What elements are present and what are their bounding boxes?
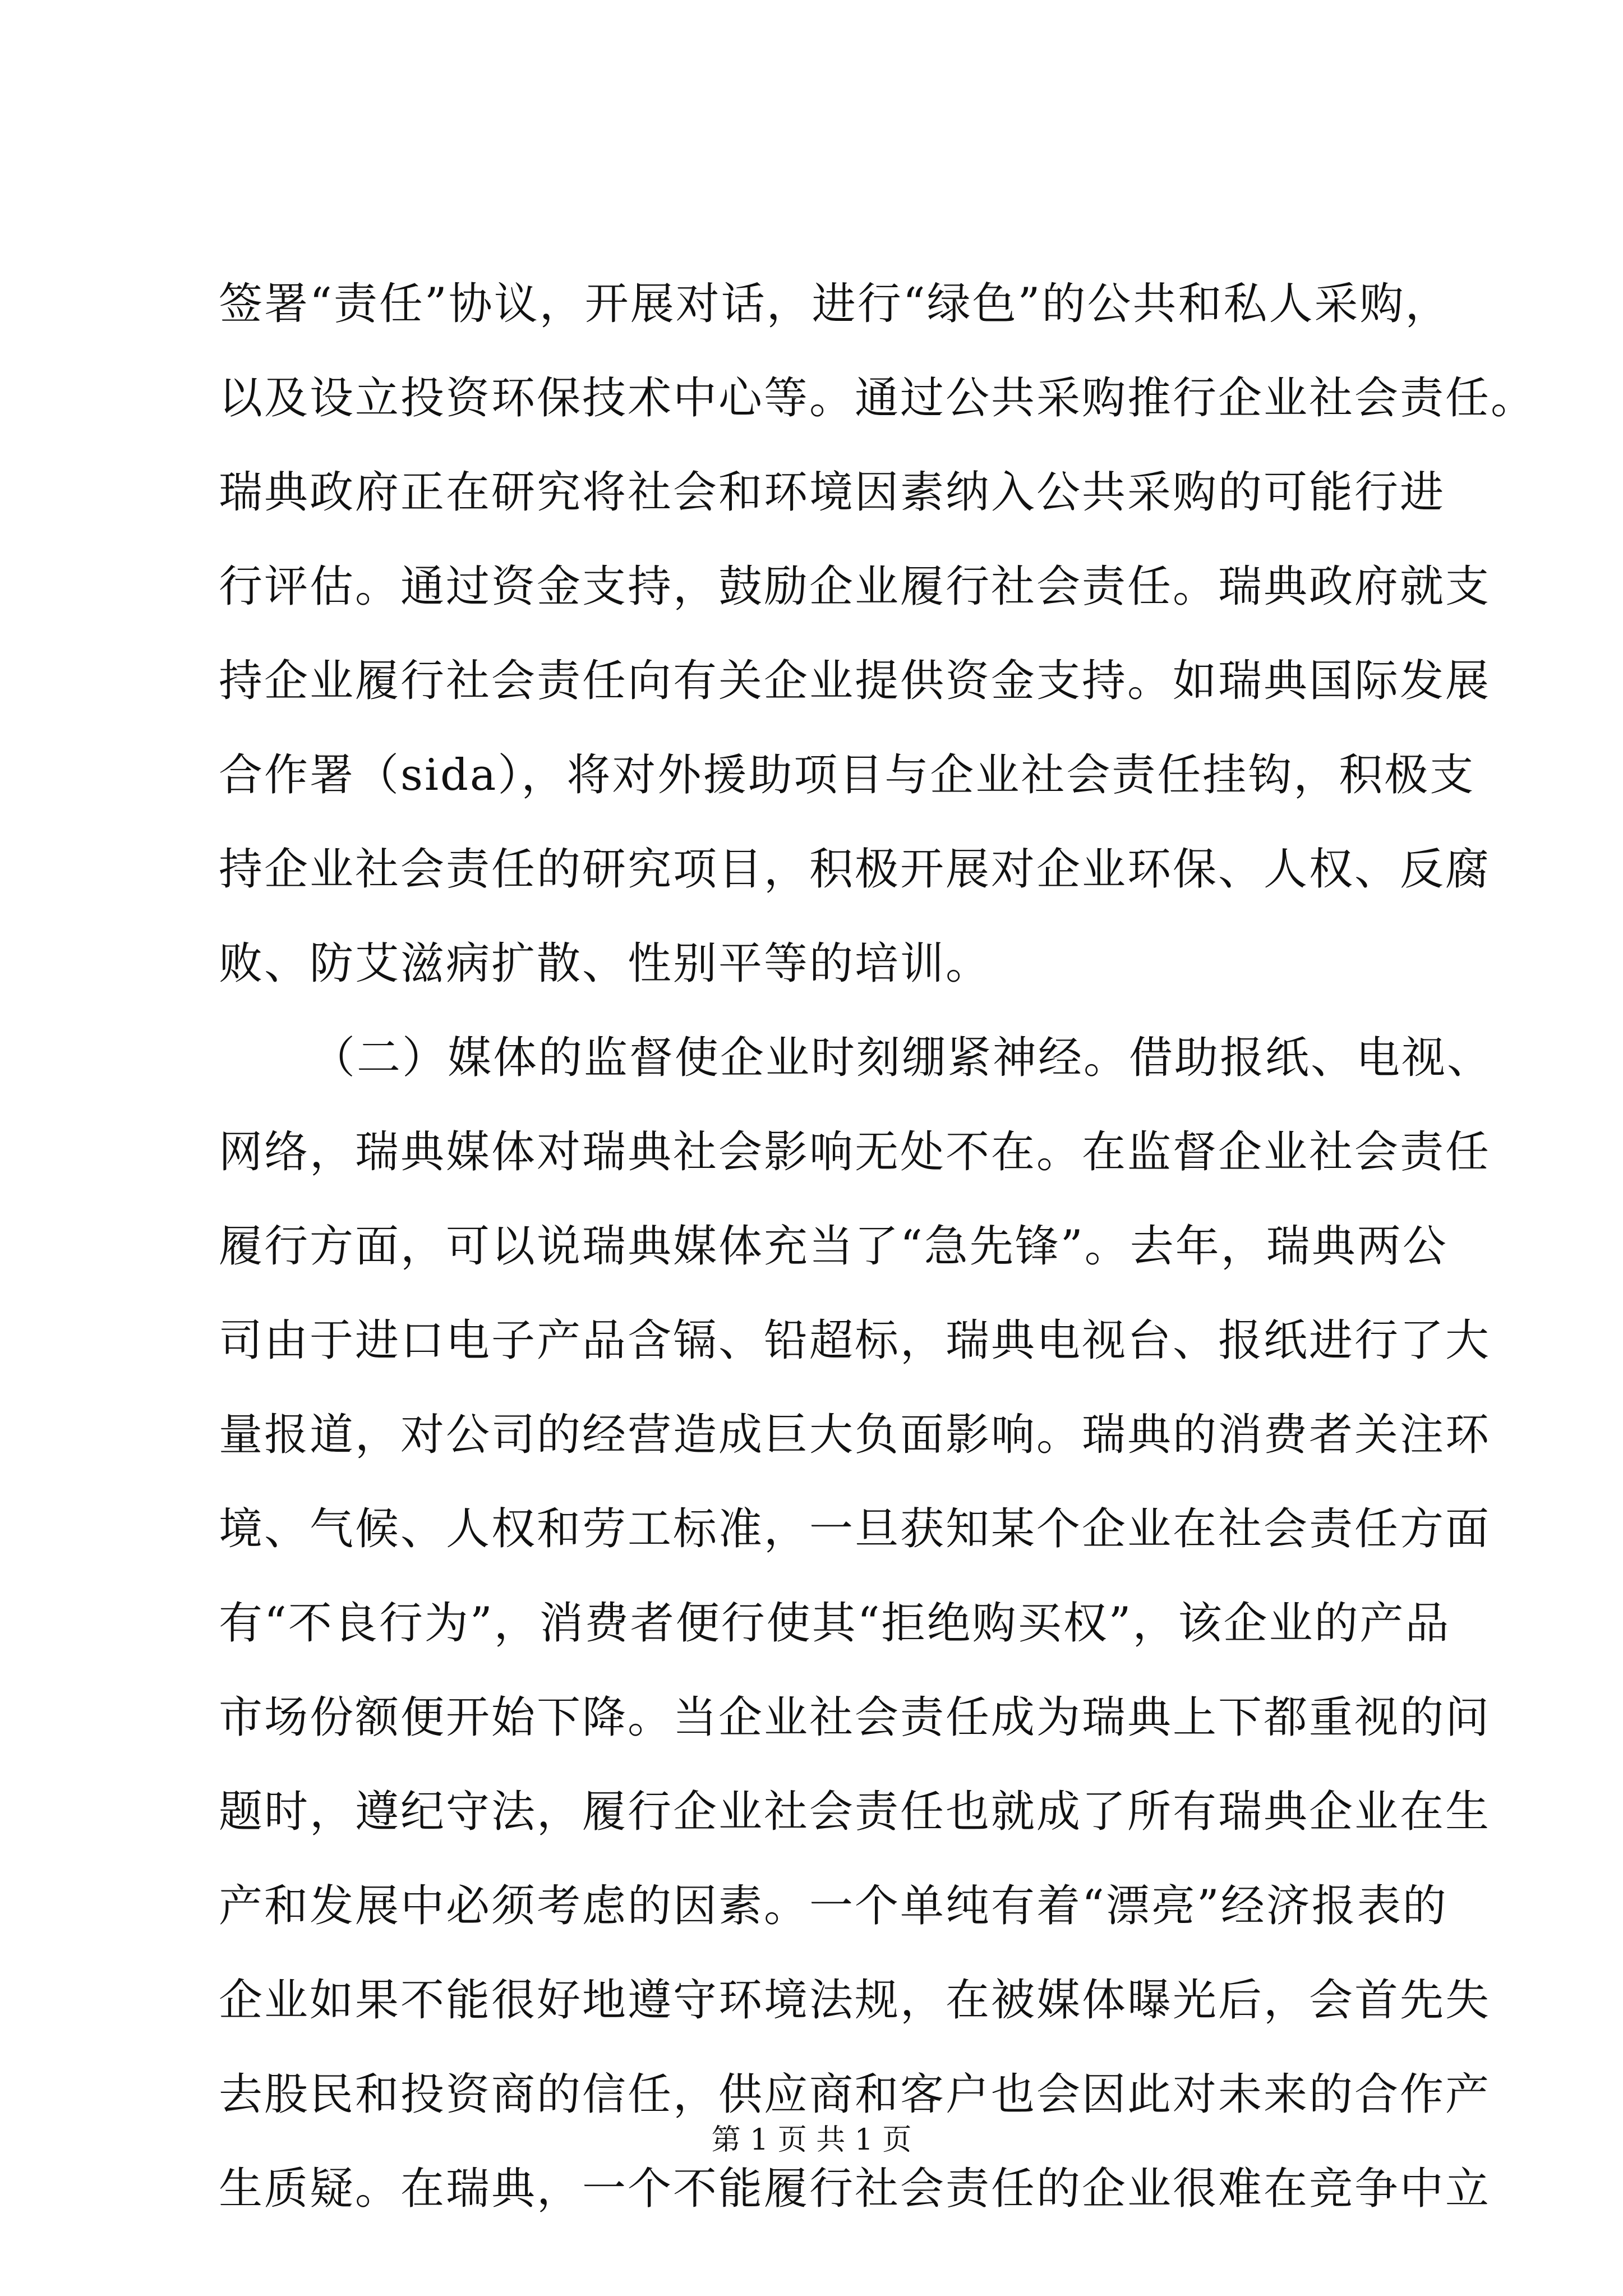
text-line: 量报道，对公司的经营造成巨大负面影响。瑞典的消费者关注环: [219, 1410, 1491, 1460]
text-line: 有“不良行为”，消费者便行使其“拒绝购买权”，该企业的产品: [219, 1598, 1451, 1649]
text-line: 生质疑。在瑞典，一个不能履行社会责任的企业很难在竞争中立: [219, 2164, 1491, 2214]
paragraph-start-line: （二）媒体的监督使企业时刻绷紧神经。借助报纸、电视、: [311, 1033, 1493, 1083]
text-line: 瑞典政府正在研究将社会和环境因素纳入公共采购的可能行进: [219, 467, 1446, 518]
text-line: 败、防艾滋病扩散、性别平等的培训。: [219, 938, 992, 989]
text-line: 境、气候、人权和劳工标准，一旦获知某个企业在社会责任方面: [219, 1504, 1491, 1554]
text-line: 合作署（sida），将对外援助项目与企业社会责任挂钩，积极支: [219, 750, 1476, 800]
page-number-footer: 第 1 页 共 1 页: [711, 2123, 912, 2157]
body-text: [219, 257, 1537, 2236]
text-line: 以及设立投资环保技术中心等。通过公共采购推行企业社会责任。: [219, 373, 1537, 424]
text-line: 企业如果不能很好地遵守环境法规，在被媒体曝光后，会首先失: [219, 1975, 1491, 2026]
text-line: 司由于进口电子产品含镉、铅超标，瑞典电视台、报纸进行了大: [219, 1315, 1491, 1366]
text-line: 市场份额便开始下降。当企业社会责任成为瑞典上下都重视的问: [219, 1692, 1491, 1743]
text-line: 履行方面，可以说瑞典媒体充当了“急先锋”。去年，瑞典两公: [219, 1221, 1448, 1272]
text-line: 行评估。通过资金支持，鼓励企业履行社会责任。瑞典政府就支: [219, 562, 1491, 612]
text-line: 持企业履行社会责任向有关企业提供资金支持。如瑞典国际发展: [219, 656, 1491, 706]
text-line: 题时，遵纪守法，履行企业社会责任也就成了所有瑞典企业在生: [219, 1787, 1491, 1837]
text-line: 签署“责任”协议，开展对话，进行“绿色”的公共和私人采购，: [219, 279, 1451, 329]
text-line: 网络，瑞典媒体对瑞典社会影响无处不在。在监督企业社会责任: [219, 1127, 1491, 1177]
text-line: 去股民和投资商的信任，供应商和客户也会因此对未来的合作产: [219, 2069, 1491, 2120]
text-line: 产和发展中必须考虑的因素。一个单纯有着“漂亮”经济报表的: [219, 1881, 1448, 1931]
text-line: 持企业社会责任的研究项目，积极开展对企业环保、人权、反腐: [219, 844, 1491, 895]
